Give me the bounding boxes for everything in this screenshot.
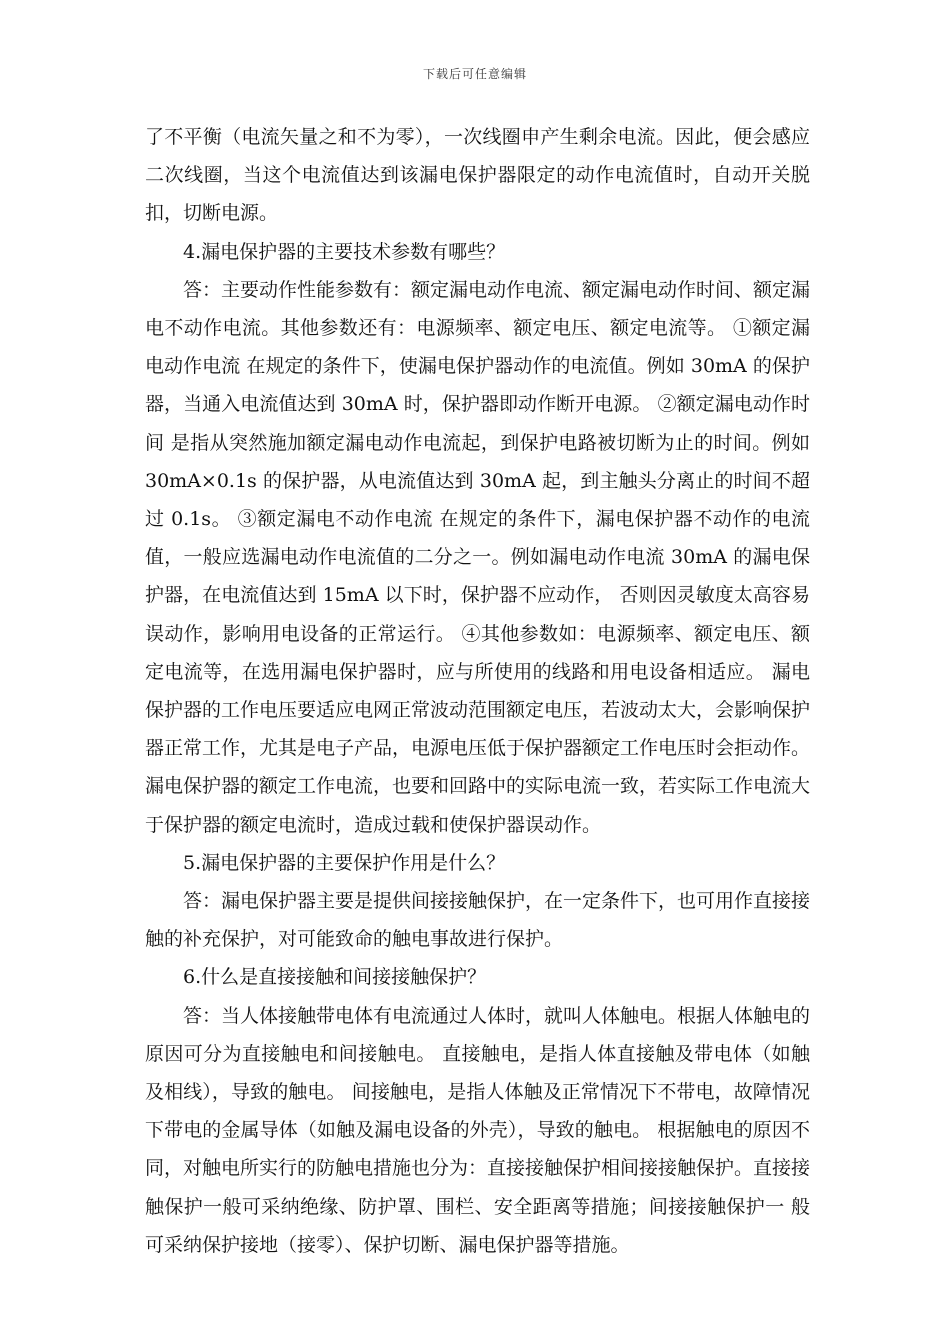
paragraph-continuation: 了不平衡（电流矢量之和不为零），一次线圈申产生剩余电流。因此，便会感应二次线圈，当这个电流值达到该漏电保护器限定的动作电流值时，自动开关脱扣，切断电源。 [145, 126, 810, 225]
question-heading: 5.漏电保护器的主要保护作用是什么？ [183, 851, 506, 874]
answer-paragraph: 答：当人体接触带电体有电流通过人体时，就叫人体触电。根据人体触电的原因可分为直接触电和间接触电。 直接触电，是指人体直接触及带电体（如触及相线），导致的触电。 间接触电，是指人体触及正常情况下不带电，故障情况下带电的金属导体（如触及漏电设备的外壳），导致的触电。 根据触电的原因不同，对触电所实行的防触电措施也分为：直接接触保护相间接接触保护。直接接触保护一般可采纳绝缘、防护罩、围栏、安全距离等措施；间接接触保护一 般可采纳保护接地（接零）、保护切断、漏电保护器等措施。 [145, 1004, 811, 1256]
answer-paragraph: 答：漏电保护器主要是提供间接接触保护，在一定条件下，也可用作直接接触的补充保护，对可能致命的触电事故进行保护。 [145, 890, 811, 951]
page-header: 下载后可任意编辑 [422, 67, 527, 81]
document-body [145, 118, 810, 1264]
question-heading: 6.什么是直接接触和间接接触保护？ [183, 966, 487, 989]
answer-paragraph: 答：主要动作性能参数有：额定漏电动作电流、额定漏电动作时间、额定漏电不动作电流。其他参数还有：电源频率、额定电压、额定电流等。 ①额定漏电动作电流 在规定的条件下，使漏电保护器动作的电流值。例如 30mA 的保护器，当通入电流值达到 30mA 时，保护器即动作断开电源。 ②额定漏电动作时间 是指从突然施加额定漏电动作电流起，到保护电路被切断为止的时间。例如 30mA×0.1s 的保护器，从电流值达到 30mA 起，到主触头分离止的时间不超过 0.1s。 ③额定漏电不动作电流 在规定的条件下，漏电保护器不动作的电流值，一般应选漏电动作电流值的二分之一。例如漏电动作电流 30mA 的漏电保护器，在电流值达到 15mA 以下时，保护器不应动作， 否则因灵敏度太高容易误动作，影响用电设备的正常运行。 ④其他参数如：电源频率、额定电压、额定电流等，在选用漏电保护器时，应与所使用的线路和用电设备相适应。 漏电保护器的工作电压要适应电网正常波动范围额定电压，若波动太大，会影响保护器正常工作，尤其是电子产品，电源电压低于保护器额定工作电压时会拒动作。 漏电保护器的额定工作电流，也要和回路中的实际电流一致，若实际工作电流大于保护器的额定电流时，造成过载和使保护器误动作。 [145, 278, 811, 836]
question-heading: 4.漏电保护器的主要技术参数有哪些？ [183, 240, 506, 263]
